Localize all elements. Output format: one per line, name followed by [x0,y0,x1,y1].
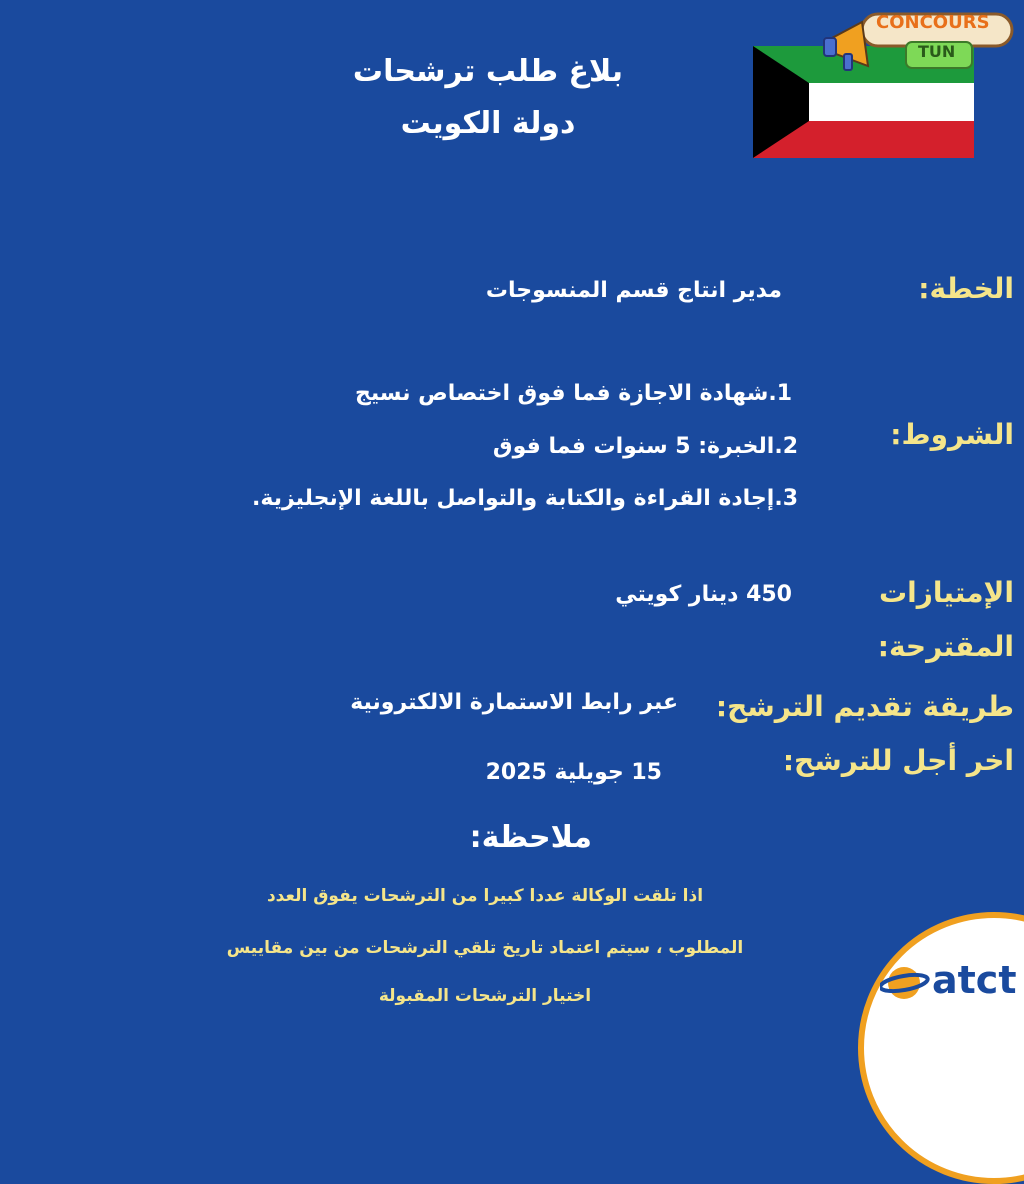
note-label: ملاحظة: [469,820,592,855]
conditions-label: الشروط: [890,418,1014,451]
method-label: طريقة تقديم الترشح: [715,690,1014,723]
title-line-1: بلاغ طلب ترشحات [352,54,624,89]
note-line-3: اختيار الترشحات المقبولة [378,986,592,1006]
badge-text-tun: TUN [918,42,956,61]
benefits-label-line-2: المقترحة: [877,630,1014,663]
condition-item-2: 2.الخبرة: 5 سنوات فما فوق [492,434,798,459]
method-value: عبر رابط الاستمارة الالكترونية [350,690,678,715]
note-line-1: اذا تلقت الوكالة عددا كبيرا من الترشحات يفوق العدد [266,886,704,906]
atct-logo-text: atct [932,958,1017,1002]
deadline-value: 15 جويلية 2025 [485,760,662,785]
deadline-label: اخر أجل للترشح: [782,744,1014,777]
note-line-2: المطلوب ، سيتم اعتماد تاريخ تلقي الترشحات من بين مقاييس [226,938,744,958]
condition-item-1: 1.شهادة الاجازة فما فوق اختصاص نسيج [354,381,792,406]
atct-corner-circle [858,912,1024,1184]
position-value: مدير انتاج قسم المنسوجات [485,278,782,303]
condition-item-3: 3.إجادة القراءة والكتابة والتواصل باللغة الإنجليزية. [252,486,798,511]
benefits-value: 450 دينار كويتي [615,582,792,607]
position-label: الخطة: [918,272,1014,305]
badge-text-concours: CONCOURS [876,12,990,33]
benefits-label-line-1: الإمتيازات [878,576,1014,609]
atct-globe-icon [880,958,932,1008]
title-line-2: دولة الكويت [400,106,576,141]
